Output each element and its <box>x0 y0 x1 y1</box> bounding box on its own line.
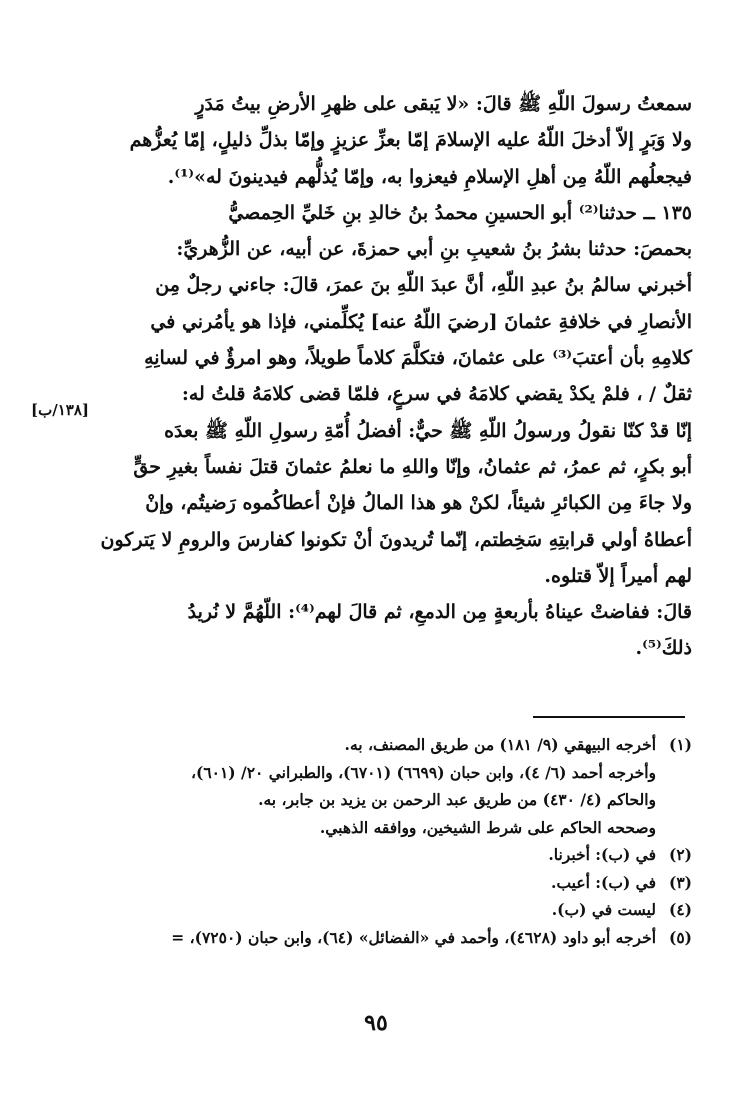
main-text <box>78 86 692 667</box>
footnote-text: في (ب): أعيب. <box>551 872 656 892</box>
footnote-row <box>60 814 692 842</box>
text-line: أخبرني سالمُ بنُ عبدِ اللّهِ، أنَّ عبدَ اللّهِ بنَ عمرَ، قالَ: جاءني رجلٌ مِن <box>155 274 692 297</box>
text-line: فيجعلُهم اللّهُ مِن أهلِ الإسلامِ فيعزوا به، وإمّا يُذلُّهم فيدينونَ له»⁽¹⁾. <box>167 165 692 188</box>
text-line: بحمصَ: حدثنا بشرُ بنُ شعيبِ بنِ أبي حمزةَ، عن أبيه، عن الزُّهريِّ: <box>176 238 692 261</box>
footnote-number <box>656 814 692 842</box>
text-line: ولا وَبَرٍ إلاّ أدخلَ اللّهُ عليه الإسلامَ إمّا بعزِّ عزيزٍ وإمّا بذلِّ ذليلٍ، إمّا يُعزُّهم <box>129 129 692 152</box>
text-line: ذلكَ⁽⁵⁾. <box>635 637 692 660</box>
manuscript-folio-note: [١٣٨/ب] <box>31 401 89 419</box>
footnote-text: في (ب): أخبرنا. <box>548 845 656 864</box>
footnote-row <box>60 841 692 869</box>
footnote-row <box>60 731 692 759</box>
footnote-row <box>60 924 692 952</box>
footnote-row <box>60 896 692 924</box>
text-line: كلامِهِ بأن أعتبَ⁽³⁾ على عثمانَ، فتكلَّمَ كلاماً طويلاً، وهو امرؤٌ في لسانِهِ <box>144 347 692 370</box>
text-line: لهم أميراً إلاّ قتلوه. <box>544 564 692 587</box>
footnote-number: (٥) <box>668 927 692 947</box>
footnote-number: (٤) <box>668 900 692 919</box>
text-line: قالَ: ففاضتْ عيناهُ بأربعةٍ مِن الدمعِ، ثم قالَ لهم⁽⁴⁾: اللّهُمَّ لا نُريدُ <box>187 601 692 624</box>
text-line: سمعتُ رسولَ اللّهِ ﷺ قالَ: «لا يَبقى على ظهرِ الأرضِ بيتُ مَدَرٍ <box>195 93 692 115</box>
footnote-text: وأخرجه أحمد (٦/ ٤)، وابن حبان (٦٦٩٩) (٦٧٠١)، والطبراني ٢٠/ (٦٠١)، <box>190 762 656 782</box>
footnote-number: (١) <box>668 735 692 754</box>
page-number: ٩٥ <box>364 1010 388 1036</box>
footnote-row <box>60 869 692 897</box>
text-line: أعطاهُ أولي قرابتِهِ سَخِطتم، إنّما تُريدونَ أنْ تكونوا كفارسَ والرومِ لا يَتركون <box>100 528 692 551</box>
footnotes <box>60 731 692 951</box>
text-line: ثقلٌ / ، فلمْ يكدْ يقضي كلامَهُ في سرعٍ، فلمّا قضى كلامَهُ قلتُ له: <box>181 383 692 406</box>
text-line: ولا جاءَ مِن الكبائرِ شيئاً، لكنْ هو هذا المالُ فإنْ أعطاكُموه رَضيتُم، وإنْ <box>145 492 692 515</box>
text-line: أبو بكرٍ، ثم عمرُ، ثم عثمانُ، وإنّا واللهِ ما نعلمُ عثمانَ قتلَ نفساً بغيرِ حقٍّ <box>133 455 692 478</box>
text-line: إنّا قدْ كنّا نقولُ ورسولُ اللّهِ ﷺ حيٌّ: أفضلُ أُمّةِ رسولِ اللّهِ ﷺ بعدَه <box>164 419 692 442</box>
footnote-text: ليست في (ب). <box>551 900 656 919</box>
footnote-row <box>60 786 692 814</box>
text-line: الأنصارِ في خلافةِ عثمانَ [رضيَ اللّهُ عنه] يُكلِّمني، فإذا هو يأمُرني في <box>150 310 692 333</box>
footnote-text: وصححه الحاكم على شرط الشيخين، ووافقه الذهبي. <box>319 817 656 837</box>
footnote-number: (٣) <box>668 872 692 892</box>
footnote-separator <box>533 716 685 718</box>
footnote-row <box>60 759 692 787</box>
footnote-text: أخرجه البيهقي (٩/ ١٨١) من طريق المصنف، به. <box>344 735 656 754</box>
footnote-number <box>656 786 692 814</box>
text-line: ١٣٥ ــ حدثنا⁽²⁾ أبو الحسينِ محمدُ بنُ خالدِ بنِ خَليِّ الحِمصيُّ <box>228 201 692 224</box>
footnote-text: والحاكم (٤/ ٤٣٠) من طريق عبد الرحمن بن يزيد بن جابر، به. <box>258 790 656 809</box>
footnote-number <box>656 759 692 787</box>
footnote-text: أخرجه أبو داود (٤٦٢٨)، وأحمد في «الفضائل» (٦٤)، وابن حبان (٧٢٥٠)، = <box>171 927 656 947</box>
footnote-number: (٢) <box>668 845 692 864</box>
